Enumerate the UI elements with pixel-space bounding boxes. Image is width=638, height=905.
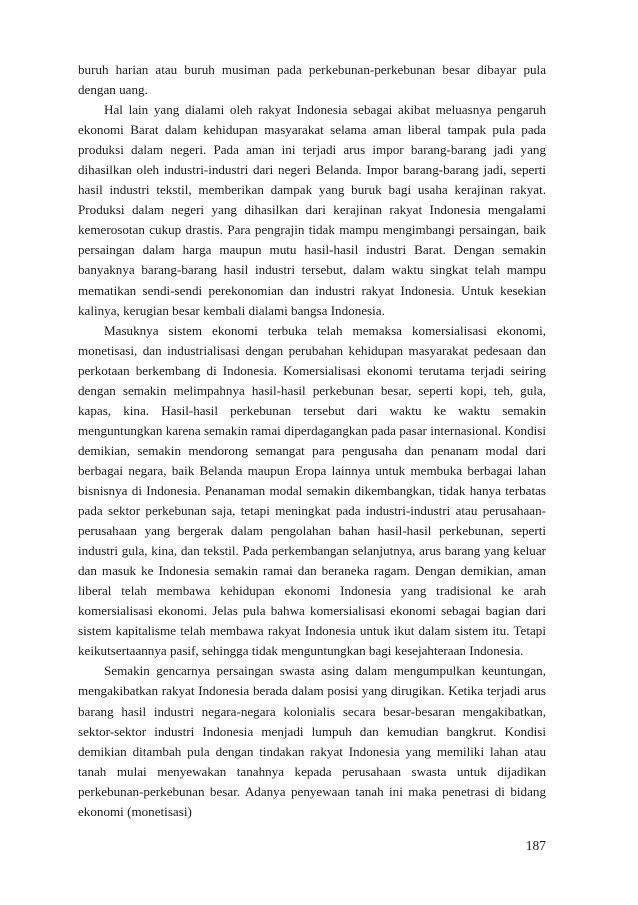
paragraph-1: buruh harian atau buruh musiman pada perkebunan-perkebunan besar dibayar pula dengan uang. [78, 62, 546, 98]
paragraph-4: Semakin gencarnya persaingan swasta asing dalam mengumpulkan keuntungan, mengakibatkan rakyat Indonesia berada dalam posisi yang dirugikan. Ketika terjadi arus barang hasil industri negara-negara kolonialis secara besar-besaran mengakibatkan, sektor-sektor industri Indonesia menjadi lumpuh dan kemudian bangkrut. Kondisi demikian ditambah pula dengan tindakan rakyat Indonesia yang memiliki lahan atau tanah mulai menyewakan tanahnya kepada perusahaan swasta untuk dijadikan perkebunan-perkebunan besar. Adanya penyewaan tanah ini maka penetrasi di bidang ekonomi (monetisasi) [78, 663, 546, 819]
paragraph-3: Masuknya sistem ekonomi terbuka telah memaksa komersialisasi ekonomi, monetisasi, dan industrialisasi dengan perubahan kehidupan masyarakat pedesaan dan perkotaan berkembang di Indonesia. Komersialisasi ekonomi terutama terjadi seiring dengan semakin melimpahnya hasil-hasil perkebunan besar, seperti kopi, teh, gula, kapas, kina. Hasil-hasil perkebunan tersebut dari waktu ke waktu semakin menguntungkan karena semakin ramai diperdagangkan pada pasar internasional. Kondisi demikian, semakin mendorong semangat para pengusaha dan penanam modal dari berbagai negara, baik Belanda maupun Eropa lainnya untuk membuka berbagai lahan bisnisnya di Indonesia. Penanaman modal semakin dikembangkan, tidak hanya terbatas pada sektor perkebunan saja, tetapi meningkat pada industri-industri atau perusahaan-perusahaan yang bergerak dalam pengolahan bahan hasil-hasil perkebunan, seperti industri gula, kina, dan tekstil. Pada perkembangan selanjutnya, arus barang yang keluar dan masuk ke Indonesia semakin ramai dan beraneka ragam. Dengan demikian, aman liberal telah membawa kehidupan ekonomi Indonesia yang tradisional ke arah komersialisasi ekonomi. Jelas pula bahwa komersialisasi ekonomi sebagai bagian dari sistem kapitalisme telah membawa rakyat Indonesia untuk ikut dalam sistem itu. Tetapi keikutsertaannya pasif, sehingga tidak menguntungkan bagi kesejahteraan Indonesia. [78, 322, 546, 659]
page-body [78, 60, 546, 822]
paragraph-2: Hal lain yang dialami oleh rakyat Indonesia sebagai akibat meluasnya pengaruh ekonomi Barat dalam kehidupan masyarakat selama aman liberal tampak pula pada produksi dalam negeri. Pada aman ini terjadi arus impor barang-barang jadi yang dihasilkan oleh industri-industri dari negeri Belanda. Impor barang-barang jadi, seperti hasil industri tekstil, memberikan dampak yang buruk bagi usaha kerajinan rakyat. Produksi dalam negeri yang dihasilkan dari kerajinan rakyat Indonesia mengalami kemerosotan cukup drastis. Para pengrajin tidak mampu mengimbangi persaingan, baik persaingan dalam harga maupun mutu hasil-hasil industri Barat. Dengan semakin banyaknya barang-barang hasil industri tersebut, dalam waktu singkat telah mampu mematikan sendi-sendi perekonomian dan industri rakyat Indonesia. Untuk kesekian kalinya, kerugian besar kembali dialami bangsa Indonesia. [78, 102, 546, 318]
page-number: 187 [525, 838, 546, 853]
